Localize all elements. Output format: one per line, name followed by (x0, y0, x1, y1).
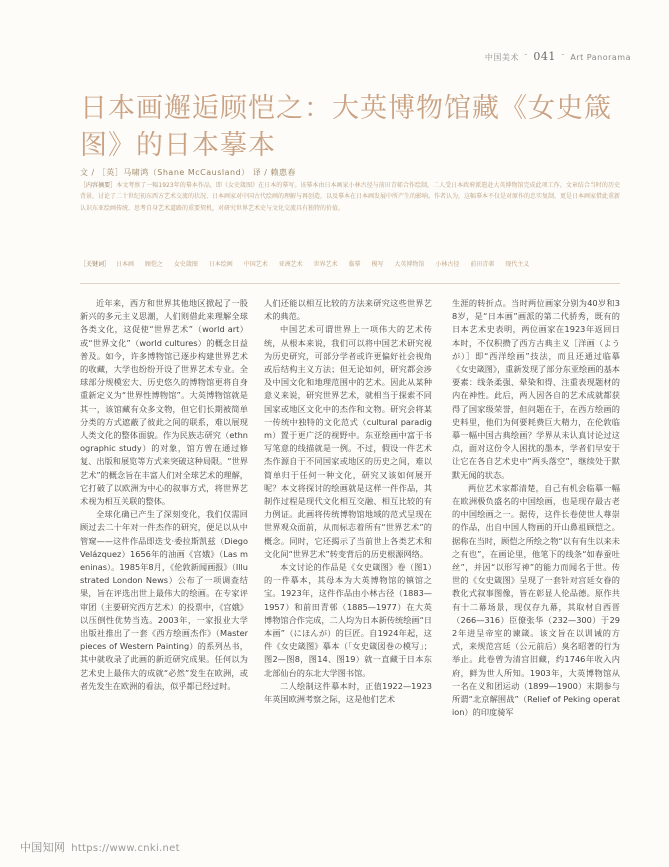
paragraph: 全球化确已产生了深刻变化，我们仅需回顾过去二十年对一件杰作的研究，便足以从中管窥——这件作品即迭戈·委拉斯凯兹（Diego Velázquez）1656年的油画《宫娥》（Las meninas）。1985年8月，《伦敦新闻画报》（Illustrated London News）公布了一项调查结果，旨在评选出世上最伟大的绘画。在专家评审团（主要研究西方艺术）的投票中，《宫娥》以压倒性优势当选。2003年，一家报业大学出版社推出了一套《西方绘画杰作》（Masterpieces of Western Painting）的系列丛书，其中就收录了此画的新近研究成果。任何以为艺术史上最伟大的成就“必然”发生在欧洲，或者先发生在欧洲的看法，似乎都已经过时。 (80, 509, 248, 691)
paragraph: 人们还能以相互比较的方法来研究这些世界艺术的典范。 (264, 298, 432, 322)
keyword: 小林古径 (435, 261, 460, 268)
watermark-label: 中国知网 (20, 841, 66, 854)
header-separator: ¯ (523, 53, 529, 62)
paragraph: 中国艺术可谓世界上一项伟大的艺术传统，从根本来说，我们可以将中国艺术研究视为历史研究，可部分学者或许更偏好社会视角或后结构主义方法；但无论如何，研究都会涉及中国文化和地理范围中的艺术。因此从某种意义来说，研究世界艺术，就相当于探索不同国家或地区文化中的杰作和文物。研究会将某一传统中独特的文化范式（cultural paradigm）置于更广泛的视野中。东亚绘画中富于书写笔意的线描就是一例。不过，假设一件艺术杰作源自于不同国家或地区的历史之间，难以简单归于任何一种文化，研究又该如何展开呢？本文将探讨的绘画就是这样一件作品，其制作过程是现代文化相互交融、相互比较的有力例证。此画将传统博物馆地域的范式呈现在世界观众面前，从而标志着所有“世界艺术”的概念。同时，它还揭示了当前世上各类艺术和文化间“世界艺术”转变背后的历史根源网络。 (264, 324, 432, 559)
page-header (485, 50, 631, 63)
keyword: 日本绘画 (208, 261, 233, 268)
keyword: 世界艺术 (313, 261, 338, 268)
header-separator-2: ¯ (560, 53, 566, 62)
paragraph: 两位艺术家都清楚，自己有机会临摹一幅在欧洲极负盛名的中国绘画，也是现存最古老的中国绘画之一。据传，这件长卷使世人尊崇的作品，出自中国人物画的开山鼻祖顾恺之。据称在当时，顾恺之所绘之物“以有有生以来未之有也”，在画论里，他笔下的线条“如春蚕吐丝”，并因“以形写神”的能力而闻名于世。传世的《女史箴图》呈现了一套针对宫廷女眷的教化式叙事图像，皆在彰显人伦品德。原作共有十二幕场景，现仅存九幕，其取材自西晋（266—316）臣僚张华（232—300）于292年进呈帝室的谏箴。该文旨在以训诫的方式，来规范宫廷（公元前后）臭名昭著的行为举止。此卷曾为清宫旧藏，约1746年收入内府，鲜为世人所知。1903年，大英博物馆从一名在义和团运动（1899—1900）末期参与所谓“北京解围战”（Relief of Peking operation）的印度骑军 (452, 482, 620, 718)
watermark-url: https://www.cnki.net (71, 843, 180, 854)
body-column-3 (452, 297, 620, 720)
keyword: 中国艺术 (243, 261, 268, 268)
keyword: 女史箴图 (173, 261, 198, 268)
paragraph: 生涯的转折点。当时两位画家分别为40岁和38岁，是“日本画”画派的第二代骄秀，既有的日本艺术史表明，两位画家在1923年返回日本时，不仅积攒了西方古典主义［洋画（ようが）］即“西洋绘画”技法，而且还通过临摹《女史箴图》，重新发现了部分东亚绘画的基本要素：线条柔强、晕染和得、注重表现题材的内在神性。此后，两人因各自的艺术成就都获得了国家级荣誉，但问题在于，在西方绘画的史料里，他们为何要耗费巨大精力，在伦敦临摹一幅中国古典绘画？学界从未认真讨论过这点，面对这份令人困扰的墨本，学者们早安于让它在各自艺术史中“两头落空”，继续处于默默无闻的状态。 (452, 298, 620, 480)
section-divider (80, 283, 620, 284)
keyword: 大英博物馆 (394, 261, 425, 268)
keyword: 前田青邨 (470, 261, 495, 268)
article-keywords (80, 259, 620, 270)
keyword: 日本画 (115, 261, 134, 268)
keyword: 顾恺之 (144, 261, 163, 268)
keyword: 临摹 (348, 261, 361, 268)
article-abstract (80, 180, 620, 214)
body-column-1 (80, 297, 248, 693)
journal-name: 中国美术 (484, 53, 519, 62)
page-number: 041 (533, 50, 556, 63)
article-byline: 文 / ［英］马啸鸿（Shane McCausland） 译 / 赖惠春 (80, 168, 296, 177)
paragraph: 二人绘制这件摹本时，正值1922—1923年英国欧洲考察之际，这是他们艺术 (264, 680, 432, 705)
article-title: 日本画邂逅顾恺之：大英博物馆藏《女史箴图》的日本摹本 (80, 93, 612, 161)
abstract-text: 本文考察了一幅1923年的摹本作品，即《女史箴图》在日本的摹写。该摹本由日本画家小林古径与前田青邨合作绘制，二人受日本政府派遣赴大英博物馆完成此项工作。文章结合当时的历史背景，讨论了二十世纪初东西方艺术交流的状况、日本画家对中国古代绘画的理解与再创造，以及摹本在日本画发展中所产生的影响。作者认为，这幅摹本不仅是对原作的忠实复制，更是日本画家借此重新认识东亚绘画传统、思考自身艺术道路的重要契机，对研究世界艺术史与文化交流具有独特的价值。 (80, 182, 621, 212)
abstract-label: ［内容摘要］ (80, 182, 117, 189)
cnki-watermark (20, 839, 180, 855)
section-name: Art Panorama (570, 53, 631, 62)
paragraph: 近年来，西方和世界其他地区掀起了一股新兴的多元主义思潮，人们则借此来理解全球各类文化，这促使“世界艺术”（world art）或“世界文化”（world cultures）的概念日益普及。如今，许多博物馆已逐步构建世界艺术的收藏，大学也纷纷开设了世界艺术专业。全球部分规模宏大、历史悠久的博物馆更将自身重新定义为“世界性博物馆”。大英博物馆就是其一，该馆藏有众多文物，但它们长期被简单分类的方式遮蔽了彼此之间的联系，难以展现人类文化的整体面貌。作为民族志研究（ethnographic study）的对象，馆方曾在通过修复、出版和展览等方式来突破这种局限。“世界艺术”的概念旨在丰富人们对全球艺术的理解，它打破了以欧洲为中心的叙事方式，将世界艺术视为相互关联的整体。 (80, 298, 248, 507)
keyword: 亚洲艺术 (278, 261, 303, 268)
keyword: 现代主义 (505, 261, 530, 268)
paragraph: 本文讨论的作品是《女史箴图》卷（图1）的一件摹本，其母本为大英博物馆的镇馆之宝。1923年，这件作品由小林古径（1883—1957）和前田青邨（1885—1977）在大英博物馆合作完成，二人均为日本新传统绘画“日本画”（にほんが）的巨匠。自1924年起，这件《女史箴图》摹本（「女史箴図巻の模写」；图2—图8，图14、图19）就一直藏于日本东北部仙台的东北大学图书馆。 (264, 562, 432, 678)
body-column-2 (264, 297, 432, 706)
keyword: 模写 (371, 261, 384, 268)
keywords-label: ［关键词］ (80, 261, 111, 268)
